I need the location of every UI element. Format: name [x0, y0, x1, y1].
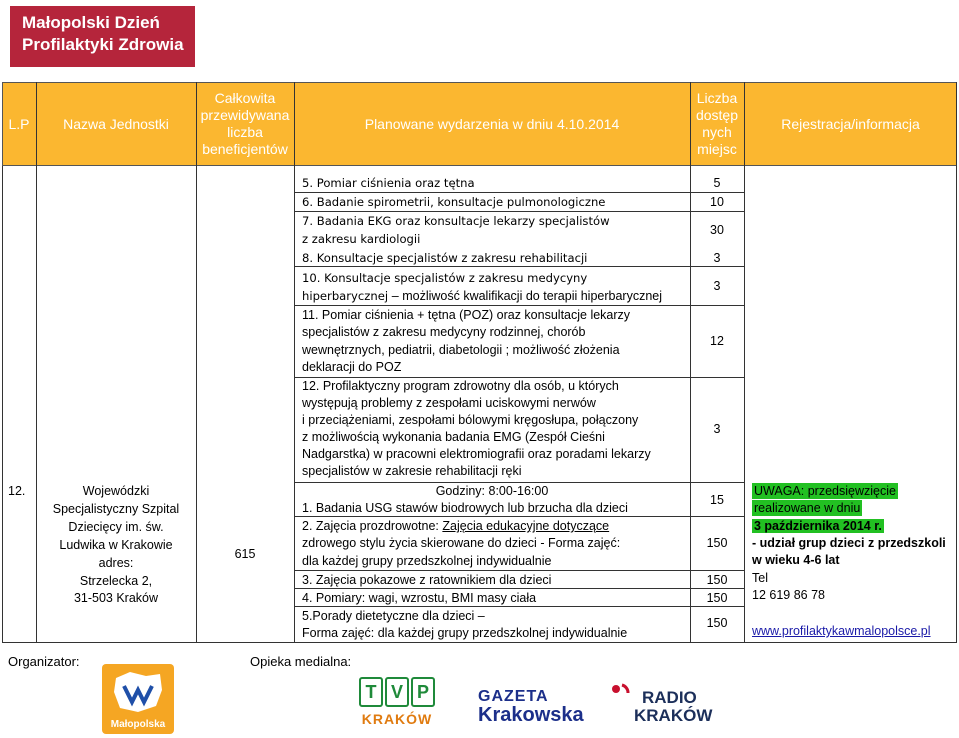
- event-12-line: i przeciążeniami, zespołami bólowymi kręgosłupa, połączony: [302, 413, 639, 427]
- radio-krakow-logo: [610, 683, 713, 727]
- event-8: 8. Konsultacje specjalistów z zakresu rehabilitacji: [302, 251, 588, 265]
- row-sep: [294, 192, 744, 193]
- header-beneficiaries: Całkowita przewidywana liczba beneficjentów: [200, 90, 290, 157]
- table-border-bottom: [2, 642, 957, 643]
- table-border-right: [956, 82, 957, 642]
- table-border-col3: [294, 82, 295, 642]
- banner-line-1: Małopolski Dzień: [22, 13, 160, 32]
- unit-line: Ludwika w Krakowie: [59, 538, 173, 552]
- event-12-line: Nadgarstka) w pracowni elektromiografii oraz poradami lekarzy: [302, 447, 651, 461]
- event-12-line: występują problemy z zespołami uciskowymi nerwów: [302, 396, 596, 410]
- places-value: 30: [710, 223, 724, 237]
- header-lp: L.P: [8, 115, 30, 132]
- unit-line: 31-503 Kraków: [73, 591, 159, 605]
- table-border-left: [2, 166, 3, 642]
- event-zajecia-title: Zajęcia edukacyjne dotyczące: [442, 519, 610, 533]
- registration-date: [752, 518, 884, 534]
- registration-date-text: 3 października 2014 r.: [754, 519, 882, 533]
- event-12-line: z możliwością wykonania badania EMG (Zespół Cieśni: [302, 430, 605, 444]
- places-value: 150: [706, 573, 728, 587]
- tel-number: 12 619 86 78: [752, 588, 825, 602]
- unit-line: Strzelecka 2,: [79, 574, 153, 588]
- event-12-line: 12. Profilaktyczny program zdrowotny dla osób, u których: [302, 379, 619, 393]
- tvp-krakow-text: KRAKÓW: [361, 711, 433, 727]
- event-10: 10. Konsultacje specjalistów z zakresu medycyny: [302, 271, 588, 285]
- event-11-note: możliwość złożenia: [512, 343, 620, 357]
- places-value: 3: [713, 251, 721, 265]
- places-value: 3: [713, 422, 721, 436]
- event-porady: 5.Porady dietetyczne dla dzieci –: [302, 609, 485, 623]
- event-11-line: 11. Pomiar ciśnienia + tętna (POZ) oraz konsultacje lekarzy: [302, 308, 631, 322]
- event-11-line: specjalistów z zakresu medycyny rodzinnej, chorób: [302, 325, 586, 339]
- places-value: 12: [710, 334, 724, 348]
- row-sep: [294, 570, 744, 571]
- event-zajecia-part: 2. Zajęcia prozdrowotne:: [302, 519, 439, 533]
- event-zajecia-line: dla każdej grupy przedszkolnej indywidualnie: [302, 554, 552, 568]
- unit-line: adres:: [98, 556, 134, 570]
- row-sep: [294, 211, 744, 212]
- header-unit-name: Nazwa Jednostki: [63, 115, 169, 132]
- radio-logo-line1: RADIO: [642, 688, 697, 707]
- tvp-letter-box: P: [411, 677, 435, 707]
- places-value: 150: [706, 616, 728, 630]
- places-value: 150: [706, 536, 728, 550]
- event-ratownik: 3. Zajęcia pokazowe z ratownikiem dla dzieci: [302, 573, 552, 587]
- organizer-label: Organizator:: [8, 654, 80, 669]
- event-10-note: – możliwość kwalifikacji do terapii hiperbarycznej: [391, 289, 663, 303]
- tvp-letters: [358, 677, 436, 707]
- event-porady-form: Forma zajęć: dla każdej grupy przedszkolnej indywidualnie: [302, 626, 628, 640]
- event-11-line: deklaracji do POZ: [302, 360, 402, 374]
- event-7-cont: z zakresu kardiologii: [302, 232, 421, 246]
- event-12-line: specjalistów w zakresie rehabilitacji ręki: [302, 464, 522, 478]
- tel-label: Tel: [752, 571, 768, 585]
- table-border-col4: [690, 82, 691, 642]
- banner-line-2: Profilaktyki Zdrowia: [22, 35, 184, 54]
- event-7: 7. Badania EKG oraz konsultacje lekarzy specjalistów: [302, 214, 610, 228]
- event-banner: [10, 6, 195, 67]
- registration-age-note: - udział grup dzieci z przedszkoli: [752, 536, 946, 550]
- event-5: 5. Pomiar ciśnienia oraz tętna: [302, 176, 475, 190]
- event-zajecia-part: zdrowego stylu życia skierowane do dzieci: [302, 536, 537, 550]
- unit-line: Specjalistyczny Szpital: [52, 502, 180, 516]
- event-zajecia-form: - Forma zajęć:: [540, 536, 621, 550]
- event-11-line: [302, 342, 620, 358]
- beneficiaries-count: 615: [234, 547, 256, 561]
- event-10-cont: [302, 288, 662, 304]
- row-sep: [294, 516, 744, 517]
- malopolska-emblem-icon: [102, 664, 174, 722]
- event-zajecia: [302, 518, 609, 534]
- tvp-krakow-logo: [358, 677, 436, 729]
- registration-age: w wieku 4-6 lat: [752, 553, 840, 567]
- places-value: 150: [706, 591, 728, 605]
- event-usg: 1. Badania USG stawów biodrowych lub brzucha dla dzieci: [302, 501, 628, 515]
- table-border-col5: [744, 82, 745, 642]
- gazeta-logo-line1: GAZETA: [478, 688, 549, 705]
- places-value: 3: [713, 279, 721, 293]
- website-link[interactable]: www.profilaktykawmalopolsce.pl: [752, 624, 931, 638]
- row-sep: [294, 266, 744, 267]
- radio-wave-icon: [610, 683, 630, 703]
- tvp-letter-box: V: [385, 677, 409, 707]
- event-pomiary: 4. Pomiary: wagi, wzrostu, BMI masy ciała: [302, 591, 537, 605]
- event-zajecia-line: [302, 535, 620, 551]
- unit-line: Wojewódzki: [82, 484, 150, 498]
- event-11-part: wewnętrznych, pediatrii, diabetologii ;: [302, 343, 510, 357]
- header-places: Liczba dostęp nych miejsc: [695, 90, 739, 157]
- event-6: 6. Badanie spirometrii, konsultacje pulmonologiczne: [302, 195, 606, 209]
- row-sep: [294, 305, 744, 306]
- row-sep: [294, 588, 744, 589]
- header-registration: Rejestracja/informacja: [781, 115, 920, 132]
- tvp-letter-box: T: [359, 677, 383, 707]
- gazeta-logo-line2: Krakowska: [478, 704, 584, 726]
- registration-note: realizowane w dniu: [754, 501, 861, 515]
- registration-note: UWAGA: przedsięwzięcie: [754, 484, 896, 498]
- radio-logo-line2: KRAKÓW: [634, 706, 713, 725]
- places-value: 10: [710, 195, 724, 209]
- hours-label: Godziny: 8:00-16:00: [435, 484, 549, 498]
- malopolska-logo: [102, 664, 174, 734]
- malopolska-logo-text: Małopolska: [110, 719, 166, 730]
- event-10-part: hiperbarycznej: [302, 289, 389, 303]
- gazeta-krakowska-logo: [478, 689, 588, 725]
- row-sep: [294, 606, 744, 607]
- patronage-label: Opieka medialna:: [250, 654, 352, 669]
- header-events: Planowane wydarzenia w dniu 4.10.2014: [364, 115, 620, 132]
- places-value: 5: [713, 176, 721, 190]
- unit-line: Dziecięcy im. św.: [68, 520, 164, 534]
- places-value: 15: [710, 493, 724, 507]
- row-lp: 12.: [8, 484, 26, 498]
